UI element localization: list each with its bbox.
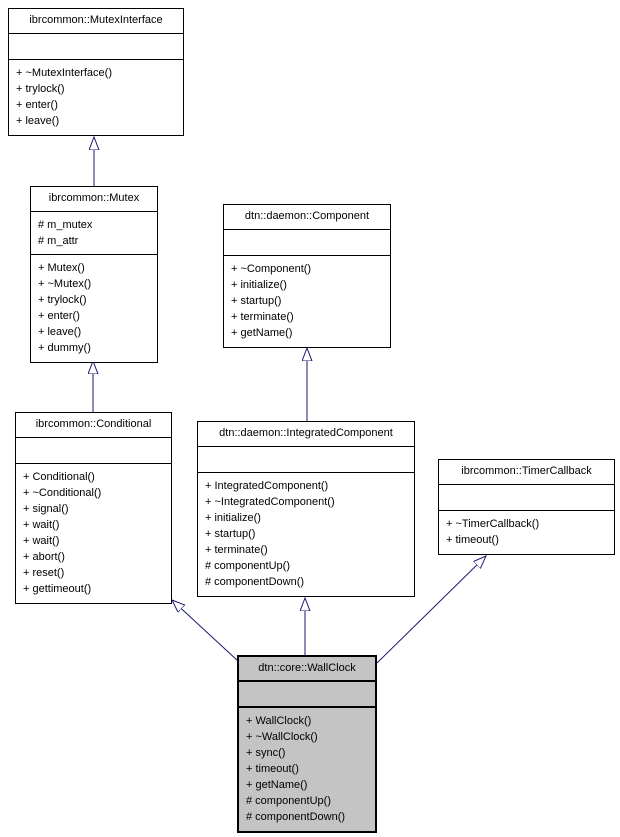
class-methods bbox=[31, 255, 157, 362]
class-box-ibrcommon-mutex[interactable] bbox=[30, 186, 158, 363]
class-methods bbox=[198, 473, 414, 596]
class-name: ibrcommon::MutexInterface bbox=[9, 9, 183, 34]
class-attributes bbox=[439, 485, 614, 511]
class-name: ibrcommon::Mutex bbox=[31, 187, 157, 212]
member-line: + getName() bbox=[246, 779, 308, 791]
class-box-ibrcommon-timercallback[interactable] bbox=[438, 459, 615, 555]
member-line: + trylock() bbox=[16, 83, 65, 95]
class-methods bbox=[239, 708, 375, 831]
member-line: + reset() bbox=[23, 567, 65, 579]
class-attributes bbox=[198, 447, 414, 473]
member-line: + enter() bbox=[16, 99, 58, 111]
edge-wallclock-to-conditional bbox=[172, 600, 238, 661]
member-line: + initialize() bbox=[231, 279, 287, 291]
member-line: + startup() bbox=[205, 528, 256, 540]
class-attributes bbox=[31, 212, 157, 255]
class-name: ibrcommon::Conditional bbox=[16, 413, 171, 438]
member-line: + abort() bbox=[23, 551, 65, 563]
member-line: + wait() bbox=[23, 535, 60, 547]
class-box-dtn-daemon-component[interactable] bbox=[223, 204, 391, 348]
member-line: + timeout() bbox=[246, 763, 299, 775]
class-attributes bbox=[16, 438, 171, 464]
member-line: # componentUp() bbox=[246, 795, 331, 807]
class-name: ibrcommon::TimerCallback bbox=[439, 460, 614, 485]
member-line: + WallClock() bbox=[246, 715, 312, 727]
member-line: + initialize() bbox=[205, 512, 261, 524]
class-name: dtn::core::WallClock bbox=[239, 657, 375, 682]
class-box-dtn-core-wallclock[interactable] bbox=[237, 655, 377, 833]
class-methods bbox=[9, 60, 183, 135]
member-line: + leave() bbox=[16, 115, 60, 127]
member-line: + terminate() bbox=[205, 544, 268, 556]
member-line: + dummy() bbox=[38, 342, 91, 354]
class-attributes bbox=[9, 34, 183, 60]
member-line: + ~TimerCallback() bbox=[446, 518, 540, 530]
member-line: + enter() bbox=[38, 310, 80, 322]
member-line: # componentDown() bbox=[246, 811, 346, 823]
member-line: + signal() bbox=[23, 503, 69, 515]
member-line: + startup() bbox=[231, 295, 282, 307]
member-line: # componentUp() bbox=[205, 560, 290, 572]
member-line: # m_mutex bbox=[38, 219, 93, 231]
member-line: + wait() bbox=[23, 519, 60, 531]
member-line: + ~Conditional() bbox=[23, 487, 102, 499]
member-line: + trylock() bbox=[38, 294, 87, 306]
class-methods bbox=[16, 464, 171, 603]
member-line: + getName() bbox=[231, 327, 293, 339]
member-line: + terminate() bbox=[231, 311, 294, 323]
class-box-ibrcommon-conditional[interactable] bbox=[15, 412, 172, 604]
member-line: + ~IntegratedComponent() bbox=[205, 496, 335, 508]
member-line: # componentDown() bbox=[205, 576, 305, 588]
class-attributes bbox=[239, 682, 375, 708]
member-line: + ~WallClock() bbox=[246, 731, 318, 743]
class-name: dtn::daemon::IntegratedComponent bbox=[198, 422, 414, 447]
member-line: + ~Component() bbox=[231, 263, 312, 275]
member-line: + timeout() bbox=[446, 534, 499, 546]
member-line: + sync() bbox=[246, 747, 286, 759]
member-line: + Conditional() bbox=[23, 471, 95, 483]
class-box-dtn-daemon-integratedcomponent[interactable] bbox=[197, 421, 415, 597]
member-line: # m_attr bbox=[38, 235, 79, 247]
member-line: + IntegratedComponent() bbox=[205, 480, 329, 492]
class-name: dtn::daemon::Component bbox=[224, 205, 390, 230]
member-line: + Mutex() bbox=[38, 262, 85, 274]
member-line: + leave() bbox=[38, 326, 82, 338]
member-line: + gettimeout() bbox=[23, 583, 92, 595]
class-methods bbox=[439, 511, 614, 554]
member-line: + ~MutexInterface() bbox=[16, 67, 112, 79]
class-attributes bbox=[224, 230, 390, 256]
class-methods bbox=[224, 256, 390, 347]
class-box-ibrcommon-mutexinterface[interactable] bbox=[8, 8, 184, 136]
member-line: + ~Mutex() bbox=[38, 278, 92, 290]
